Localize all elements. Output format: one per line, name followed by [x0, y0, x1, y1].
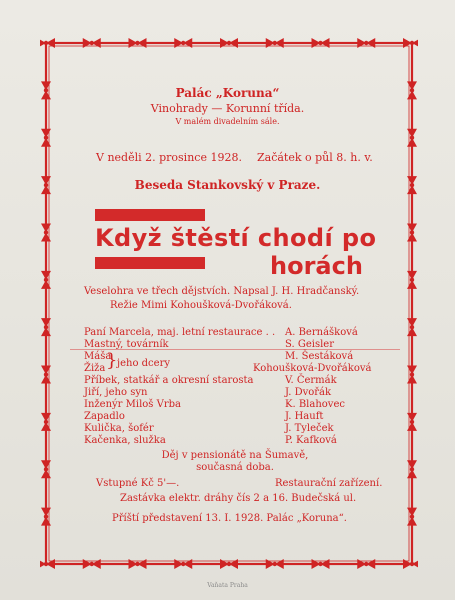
border-bow-ornament [407, 508, 417, 526]
border-bow-ornament [403, 38, 418, 48]
border-bow-ornament [41, 460, 51, 478]
cast-actor: A. Bernášková [285, 327, 358, 338]
cast-role: Paní Marcela, maj. letní restaurace . . [84, 327, 276, 338]
next-performance: Příští představení 13. I. 1928. Palác „Koruna“. [112, 513, 347, 524]
border-bow-ornament [407, 271, 417, 289]
border-bow-ornament [357, 559, 375, 569]
border-bow-ornament [174, 559, 192, 569]
border-bow-ornament [266, 38, 284, 48]
border-bow-ornament [41, 413, 51, 431]
cast-role: Žiža [84, 363, 106, 374]
cast-role: Kulička, šofér [84, 423, 154, 434]
title-bar-bottom [95, 257, 205, 269]
border-bow-ornament [220, 38, 238, 48]
cast-role: Příbek, statkář a okresní starosta [84, 375, 254, 386]
cast-actor: P. Kafková [285, 435, 337, 446]
venue-address: Vinohrady — Korunní třída. [150, 102, 305, 115]
tram-stop: Zastávka elektr. dráhy čís 2 a 16. Budečská ul. [120, 493, 357, 504]
cast-role: Jiří, jeho syn [84, 387, 148, 398]
border-bow-ornament [40, 559, 55, 569]
performance-date: V neděli 2. prosince 1928. [96, 151, 242, 164]
border-bow-ornament [407, 223, 417, 241]
cast-role: Mastný, továrník [84, 339, 169, 350]
cast-role: Inženýr Miloš Vrba [84, 399, 181, 410]
border-bow-ornament [266, 559, 284, 569]
daughters-note: jeho dcery [117, 358, 171, 369]
play-setting-time: současná doba. [196, 462, 274, 473]
border-bow-ornament [357, 38, 375, 48]
border-bow-ornament [220, 559, 238, 569]
play-director: Režie Mimi Kohoušková-Dvořáková. [110, 300, 292, 311]
cast-actor: V. Čermák [285, 375, 337, 386]
border-bow-ornament [407, 129, 417, 147]
border-bow-ornament [407, 366, 417, 384]
cast-actor: K. Blahovec [285, 399, 345, 410]
cast-role: Kačenka, služka [84, 435, 166, 446]
border-bow-ornament [41, 271, 51, 289]
admission: Vstupné Kč 5'—. [96, 478, 180, 489]
border-bow-ornament [312, 38, 330, 48]
play-setting: Děj v pensionátě na Šumavě, [161, 450, 309, 461]
title-bar-top [95, 209, 205, 221]
cast-actor: J. Dvořák [285, 387, 332, 398]
border-bow-ornament [174, 38, 192, 48]
cast-actor: Kohoušková-Dvořáková [253, 363, 372, 374]
border-bow-ornament [41, 223, 51, 241]
cast-actor: M. Šestáková [285, 351, 354, 362]
cast-role: Máša [84, 351, 112, 362]
printer-imprint: Vaňata Praha [207, 582, 248, 589]
theatre-company: Beseda Stankovský v Praze. [134, 178, 321, 192]
play-genre: Veselohra ve třech dějstvích. Napsal J. H. Hradčanský. [84, 286, 360, 297]
border-bow-ornament [407, 413, 417, 431]
border-bow-ornament [407, 460, 417, 478]
venue-room: V malém divadelním sále. [175, 117, 280, 126]
venue-name: Palác „Koruna“ [175, 86, 280, 100]
border-bow-ornament [41, 129, 51, 147]
border-bow-ornament [129, 38, 147, 48]
play-title-line2: horách [270, 252, 363, 280]
cast-role: Zapadlo [84, 411, 125, 422]
border-bow-ornament [83, 38, 101, 48]
restaurant-note: Restaurační zařízení. [275, 478, 383, 489]
border-bow-ornament [312, 559, 330, 569]
border-bow-ornament [41, 318, 51, 336]
border-bow-ornament [40, 38, 55, 48]
cast-actor: J. Tyleček [285, 423, 334, 434]
cast-actor: S. Geisler [285, 339, 334, 350]
play-title-line1: Když štěstí chodí po [95, 224, 377, 252]
border-bow-ornament [129, 559, 147, 569]
brace-mark: } [106, 350, 118, 371]
border-bow-ornament [41, 366, 51, 384]
border-bow-ornament [403, 559, 418, 569]
border-bow-ornament [41, 508, 51, 526]
cast-actor: J. Hauft [285, 411, 324, 422]
start-time: Začátek o půl 8. h. v. [257, 151, 373, 164]
border-bow-ornament [83, 559, 101, 569]
border-bow-ornament [407, 318, 417, 336]
